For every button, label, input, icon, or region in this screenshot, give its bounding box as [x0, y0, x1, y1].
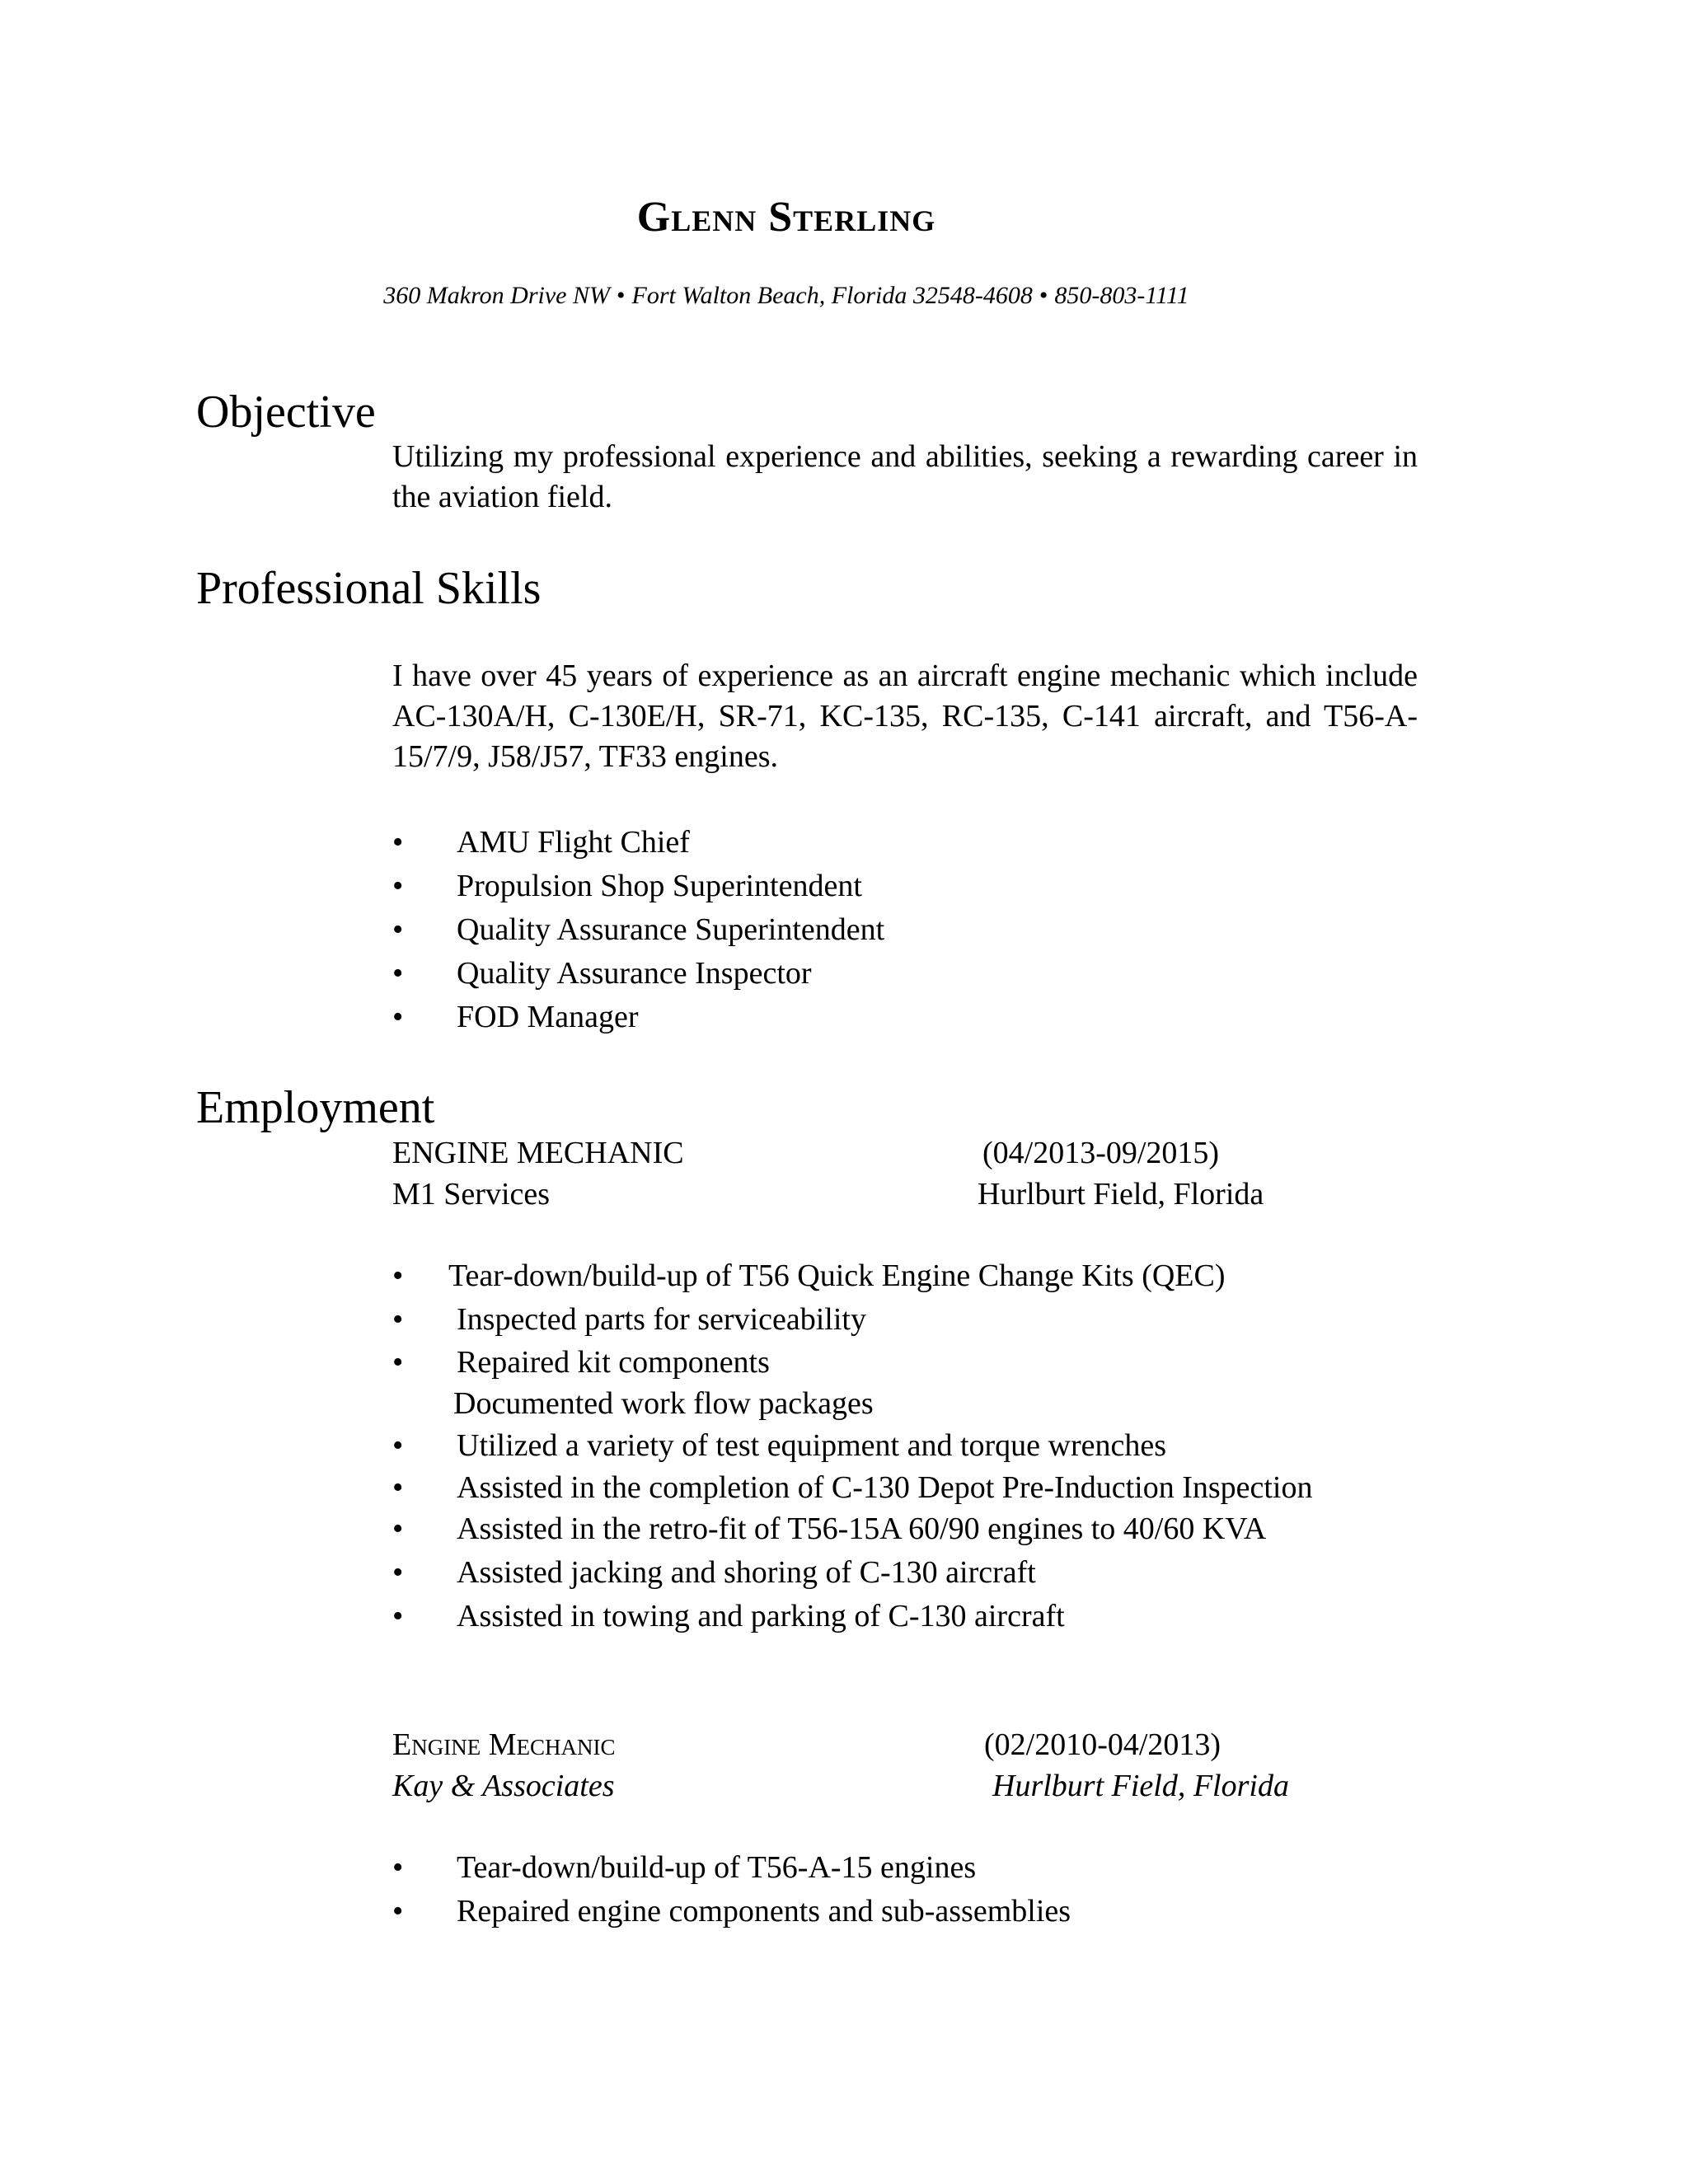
skill-text: Quality Assurance Inspector: [457, 956, 812, 991]
job-location: Hurlburt Field, Florida: [978, 1177, 1264, 1212]
skills-list: [392, 821, 1418, 1039]
bullet: •: [392, 1850, 404, 1885]
duty-text: Assisted jacking and shoring of C-130 aircraft: [457, 1555, 1036, 1590]
bullet: •: [392, 956, 404, 991]
job-location: Hurlburt Field, Florida: [992, 1769, 1289, 1803]
bullet: •: [392, 1000, 404, 1034]
list-item: [392, 1424, 1418, 1468]
job-title-row: [392, 1724, 1418, 1765]
skills-heading: Professional Skills: [196, 563, 542, 614]
contact-separator: •: [616, 282, 626, 309]
job-duties-list: [392, 1254, 1418, 1638]
job-title: ENGINE MECHANIC: [392, 1136, 684, 1170]
job-company-row: [392, 1765, 1418, 1807]
job-company: M1 Services: [392, 1177, 551, 1212]
duty-text: Assisted in towing and parking of C-130 aircraft: [457, 1599, 1065, 1633]
job-dates: (02/2010-04/2013): [984, 1727, 1221, 1762]
duty-text: Documented work flow packages: [453, 1386, 874, 1421]
list-item: [392, 908, 1418, 952]
duty-text: Tear-down/build-up of T56-A-15 engines: [457, 1850, 977, 1885]
contact-address: 360 Makron Drive NW: [383, 282, 610, 309]
job-dates: (04/2013-09/2015): [982, 1136, 1220, 1170]
job-company: Kay & Associates: [392, 1769, 615, 1803]
duty-text: Inspected parts for serviceability: [457, 1302, 866, 1337]
duty-text: Assisted in the completion of C-130 Depot Pre-Induction Inspection: [457, 1470, 1313, 1505]
bullet: •: [392, 912, 404, 947]
contact-phone: 850-803-1111: [1054, 282, 1189, 309]
bullet: •: [392, 1428, 404, 1463]
list-item: [392, 1468, 1418, 1507]
objective-heading: Objective: [196, 387, 376, 438]
duty-text: Tear-down/build-up of T56 Quick Engine Change Kits (QEC): [448, 1258, 1226, 1293]
bullet: •: [392, 1302, 404, 1337]
skills-summary: I have over 45 years of experience as an aircraft engine mechanic which include AC-130A/H, C-130E/H, SR-71, KC-135, RC-135, C-141 aircraft, and T56-A-15/7/9, J58/J57, TF33 engines.: [392, 658, 1418, 774]
contact-separator: •: [1039, 282, 1048, 309]
list-item: [392, 1383, 1418, 1424]
bullet: •: [392, 1470, 404, 1505]
contact-city: Fort Walton Beach, Florida 32548-4608: [631, 282, 1033, 309]
list-item: [392, 1846, 1418, 1890]
bullet: •: [392, 1511, 404, 1546]
bullet: •: [392, 1345, 404, 1380]
duty-text: Assisted in the retro-fit of T56-15A 60/90 engines to 40/60 KVA: [457, 1511, 1267, 1546]
list-item: [392, 1507, 1418, 1551]
employment-heading: Employment: [196, 1082, 435, 1133]
skill-text: Quality Assurance Superintendent: [457, 912, 885, 947]
duty-text: Repaired engine components and sub-assemblies: [457, 1894, 1071, 1929]
list-item: [392, 1890, 1418, 1933]
bullet: •: [392, 825, 404, 860]
list-item: [392, 1342, 1418, 1383]
job-duties-list: [392, 1846, 1418, 1933]
objective-text: Utilizing my professional experience and abilities, seeking a rewarding career in the aviation field.: [392, 439, 1418, 514]
skill-text: FOD Manager: [457, 1000, 639, 1034]
bullet: •: [392, 1258, 404, 1293]
resume-name: Glenn Sterling: [636, 194, 936, 241]
bullet: •: [392, 869, 404, 903]
job-company-row: [392, 1174, 1418, 1215]
list-item: [392, 865, 1418, 908]
duty-text: Repaired kit components: [457, 1345, 770, 1380]
duty-text: Utilized a variety of test equipment and torque wrenches: [457, 1428, 1167, 1463]
list-item: [392, 1595, 1418, 1638]
list-item: [392, 996, 1418, 1039]
bullet: •: [392, 1599, 404, 1633]
contact-line: [0, 284, 1573, 308]
job-title: Engine Mechanic: [392, 1727, 616, 1762]
skill-text: Propulsion Shop Superintendent: [457, 869, 862, 903]
list-item: [392, 1298, 1418, 1342]
list-item: [392, 952, 1418, 996]
bullet: •: [392, 1555, 404, 1590]
list-item: [392, 821, 1418, 865]
bullet: •: [392, 1894, 404, 1929]
job-title-row: [392, 1132, 1418, 1174]
skill-text: AMU Flight Chief: [457, 825, 690, 860]
list-item: [392, 1551, 1418, 1595]
list-item: [392, 1254, 1418, 1298]
